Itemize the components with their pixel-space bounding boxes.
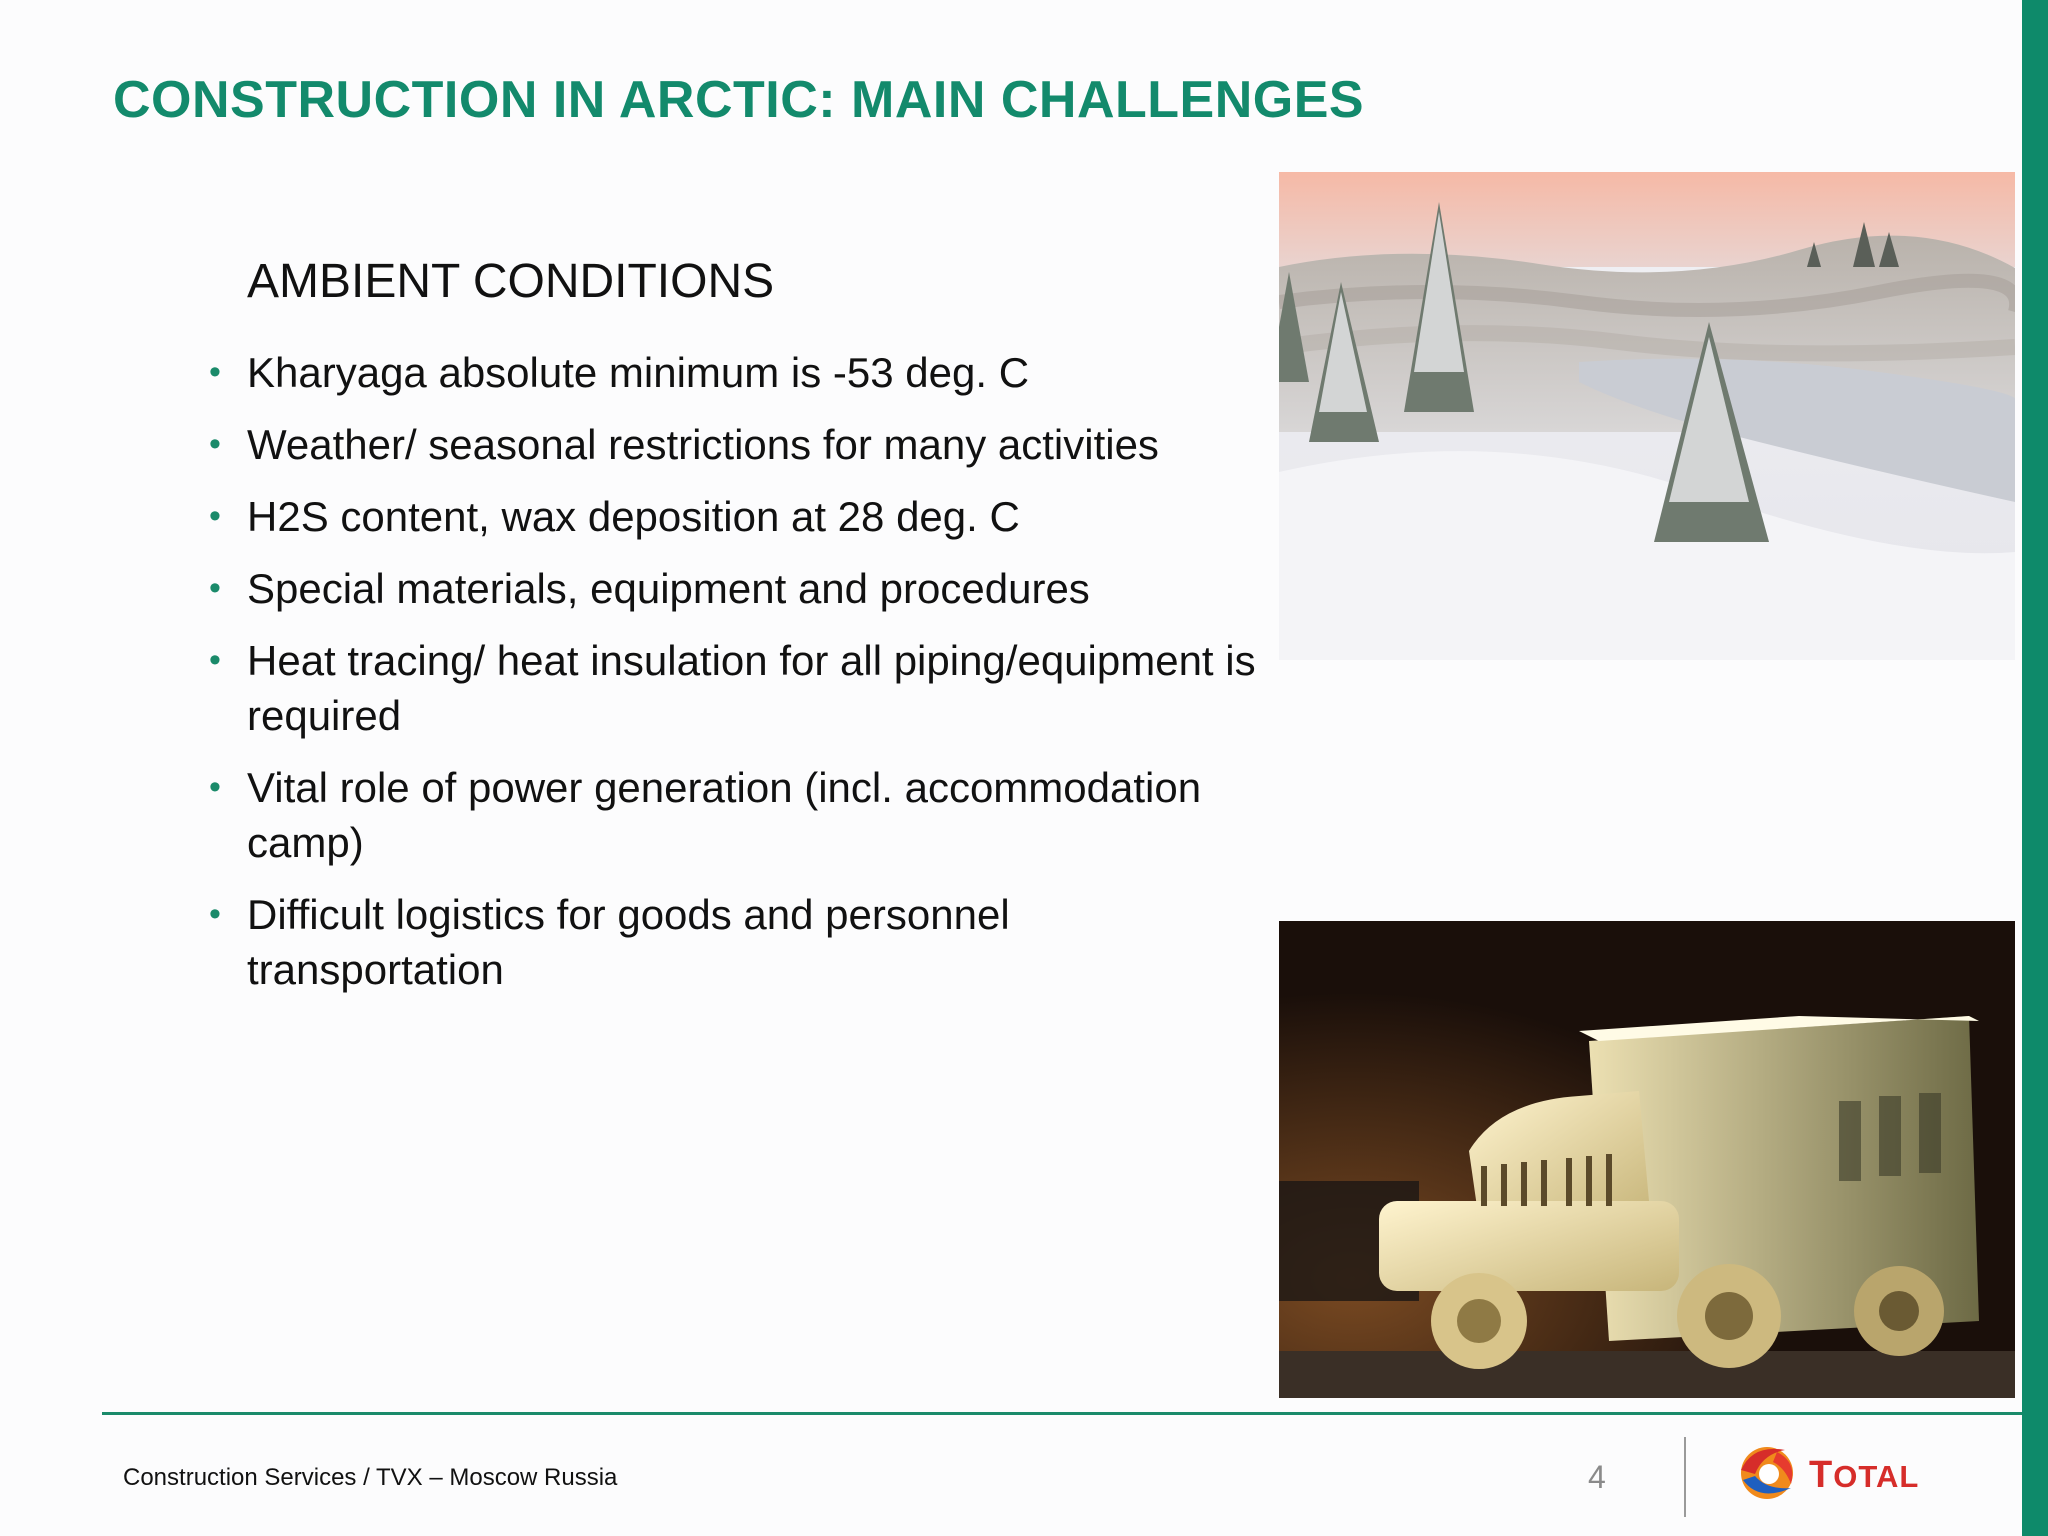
bullet-text: Kharyaga absolute minimum is -53 deg. C [247, 349, 1030, 396]
bullet-item [200, 760, 1260, 870]
total-logo-mark-icon [1733, 1440, 1803, 1506]
bullet-text: H2S content, wax deposition at 28 deg. C [247, 493, 1020, 540]
bullet-text: Weather/ seasonal restrictions for many activities [247, 421, 1159, 468]
total-wordmark [1809, 1454, 1919, 1497]
section-heading: AMBIENT CONDITIONS [247, 255, 775, 308]
bullet-dot: • [209, 641, 221, 679]
bullet-text: Heat tracing/ heat insulation for all piping/equipment is required [247, 637, 1256, 739]
bullet-dot: • [209, 768, 221, 806]
accent-band [2022, 0, 2048, 1536]
total-logo [1733, 1440, 1933, 1506]
bullet-dot: • [209, 497, 221, 535]
bullet-list [200, 345, 1260, 1014]
bullet-text: Difficult logistics for goods and personnel transportation [247, 891, 1010, 993]
bullet-dot: • [209, 353, 221, 391]
wordmark-rest: OTAL [1833, 1459, 1920, 1494]
bullet-dot: • [209, 569, 221, 607]
bullet-item [200, 489, 1260, 544]
footer-text: Construction Services / TVX – Moscow Russia [123, 1464, 618, 1491]
bullet-text: Special materials, equipment and procedures [247, 565, 1090, 612]
slide-title: CONSTRUCTION IN ARCTIC: MAIN CHALLENGES [113, 71, 1365, 129]
bullet-text: Vital role of power generation (incl. accommodation camp) [247, 764, 1202, 866]
footer-vertical-divider [1684, 1437, 1686, 1517]
wordmark-first-letter: T [1809, 1454, 1834, 1496]
bullet-dot: • [209, 425, 221, 463]
bullet-item [200, 417, 1260, 472]
frozen-truck-photo [1279, 921, 2015, 1398]
snowy-tundra-photo [1279, 172, 2015, 660]
bullet-item [200, 561, 1260, 616]
footer-divider-line [102, 1412, 2022, 1415]
bullet-item [200, 633, 1260, 743]
bullet-dot: • [209, 895, 221, 933]
bullet-item [200, 345, 1260, 400]
bullet-item [200, 887, 1260, 997]
page-number: 4 [1588, 1459, 1606, 1495]
